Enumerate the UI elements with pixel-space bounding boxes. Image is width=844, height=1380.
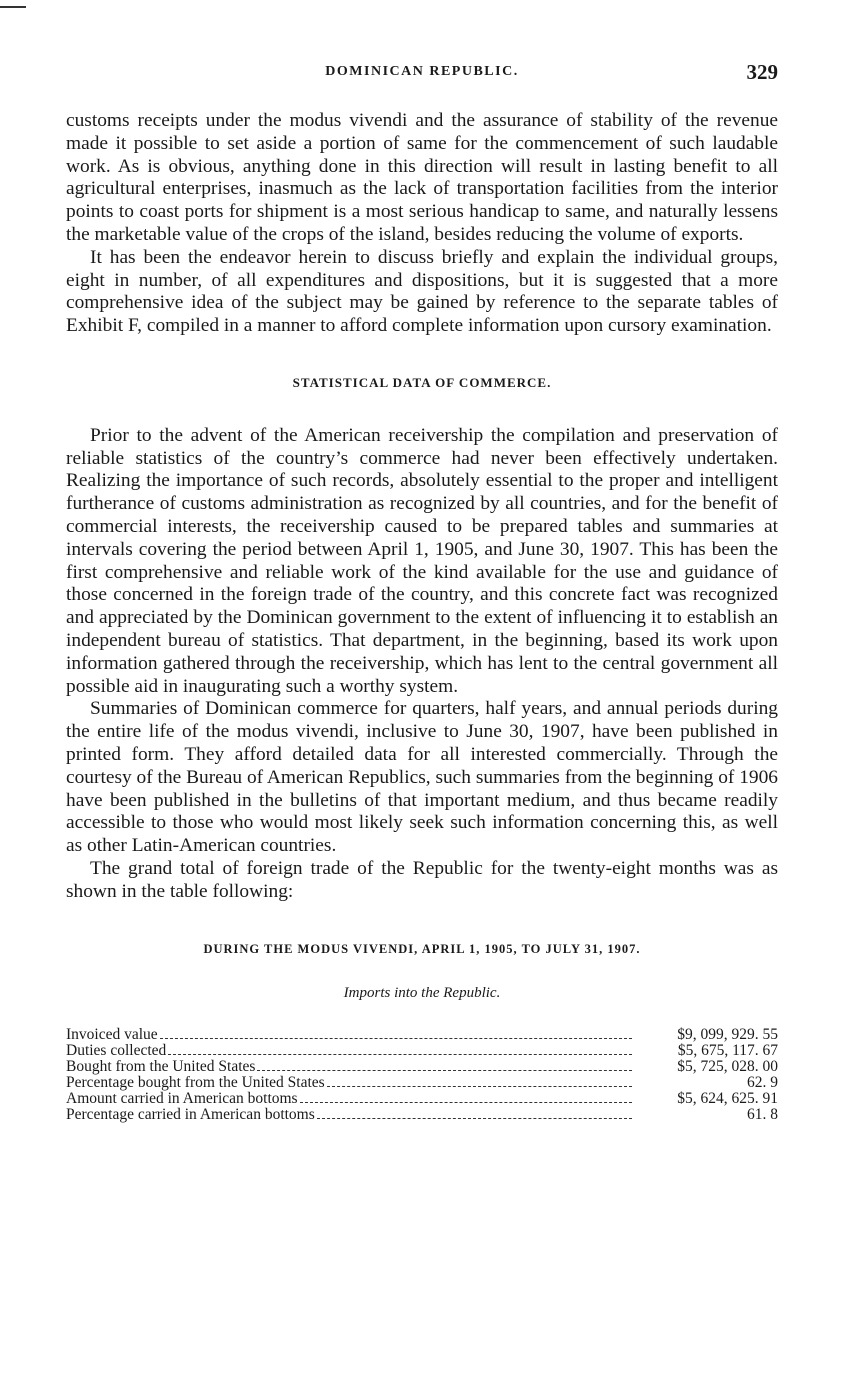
dot-leader	[257, 1070, 632, 1071]
paragraph-grand-total-intro: The grand total of foreign trade of the Republic for the twenty-eight months was as shown in the table following:	[66, 857, 778, 902]
scan-corner-mark	[0, 6, 26, 8]
table-row	[66, 1027, 778, 1043]
paragraph-summaries-published: Summaries of Dominican commerce for quarters, half years, and annual periods during the entire life of the modus vivendi, inclusive to June 30, 1907, have been published in printed form. They afford detailed data for all interested commercially. Through the courtesy of the Bureau of American Republics, such summaries from the beginning of 1906 have been published in the bulletins of that important medium, and thus became readily accessible to those who would most likely seek such information concerning this, as well as other Latin-American countries.	[66, 698, 778, 857]
row-label: Percentage bought from the United States	[66, 1074, 325, 1092]
row-value: $5, 675, 117. 67	[677, 1042, 778, 1060]
row-value: 61. 8	[747, 1106, 778, 1124]
row-value: 62. 9	[747, 1074, 778, 1092]
running-title: DOMINICAN REPUBLIC.	[325, 64, 519, 79]
row-label: Bought from the United States	[66, 1058, 256, 1076]
dot-leader	[327, 1086, 632, 1087]
row-label: Percentage carried in American bottoms	[66, 1106, 315, 1124]
table-subheading: Imports into the Republic.	[343, 985, 501, 1002]
table-row	[66, 1043, 778, 1059]
table-row	[66, 1107, 778, 1123]
dot-leader	[168, 1054, 632, 1055]
row-value: $9, 099, 929. 55	[677, 1026, 778, 1044]
table-row	[66, 1059, 778, 1075]
section-heading: STATISTICAL DATA OF COMMERCE.	[292, 374, 552, 390]
table-heading: DURING THE MODUS VIVENDI, APRIL 1, 1905, TO JULY 31, 1907.	[203, 941, 641, 956]
table-row	[66, 1075, 778, 1091]
row-value: $5, 624, 625. 91	[677, 1090, 778, 1108]
page-body	[66, 110, 778, 1123]
paragraph-statistics-history: Prior to the advent of the American receivership the compilation and preservation of reliable statistics of the country’s commerce had never been effectively undertaken. Realizing the importance of such records, absolutely essential to the proper and intelligent furtherance of customs administration as recognized by all countries, and for the benefit of commercial interests, the receivership caused to be prepared tables and summaries at intervals covering the period between April 1, 1905, and June 30, 1907. This has been the first comprehensive and reliable work of the kind available for the use and guidance of those concerned in the foreign trade of the country, and this concrete fact was recognized and appreciated by the Dominican government to the extent of influencing it to establish an independent bureau of statistics. That department, in the beginning, based its work upon information gathered through the receivership, which has lent to the central government all possible aid in inaugurating such a worthy system.	[66, 424, 778, 697]
row-label: Amount carried in American bottoms	[66, 1090, 298, 1108]
row-label: Invoiced value	[66, 1026, 158, 1044]
page-number: 329	[746, 60, 778, 84]
dot-leader	[300, 1102, 632, 1103]
row-label: Duties collected	[66, 1042, 167, 1060]
paragraph-continuation: customs receipts under the modus vivendi and the assurance of stability of the revenue made it possible to set aside a portion of same for the commencement of such laudable work. As is obvious, anything done in this direction will result in lasting benefit to all agricultural enterprises, inasmuch as the lack of transportation facilities from the interior points to coast ports for shipment is a most serious handicap to same, and naturally lessens the marketable value of the crops of the island, besides reducing the volume of exports.	[66, 110, 778, 245]
table-row	[66, 1091, 778, 1107]
row-value: $5, 725, 028. 00	[677, 1058, 778, 1076]
imports-table	[66, 1027, 778, 1123]
paragraph-expenditures-summary: It has been the endeavor herein to discuss briefly and explain the individual groups, eight in number, of all expenditures and dispositions, but it is suggested that a more comprehensive idea of the subject may be gained by reference to the separate tables of Exhibit F, compiled in a manner to afford complete information upon cursory examination.	[66, 246, 778, 337]
dot-leader	[317, 1118, 632, 1119]
page-header	[66, 60, 778, 90]
dot-leader	[160, 1038, 632, 1039]
